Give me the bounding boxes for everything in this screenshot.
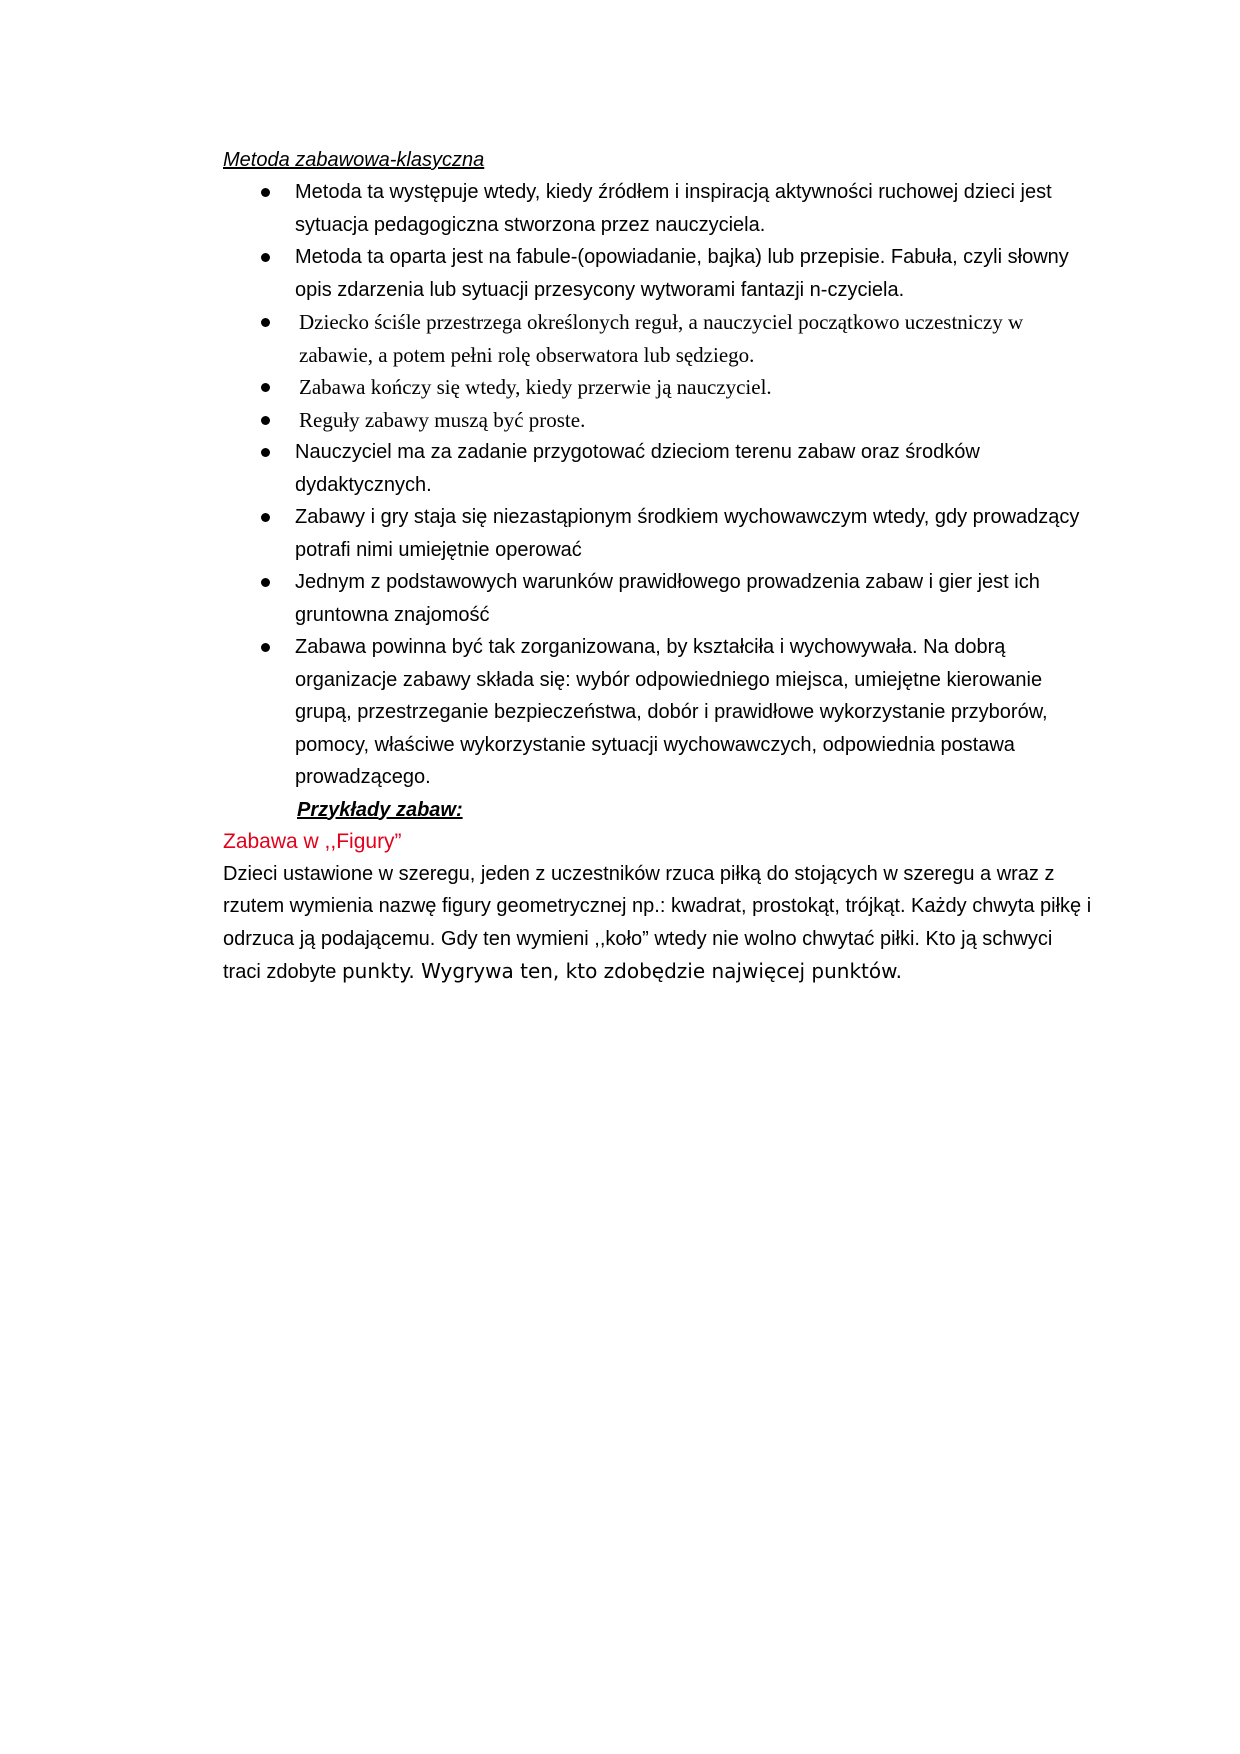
list-item-text: Reguły zabawy muszą być proste. [299, 407, 586, 432]
list-item-text: Jednym z podstawowych warunków prawidłowego prowadzenia zabaw i gier jest ich gruntowna znajomość [295, 571, 1040, 626]
document-content [223, 145, 1093, 989]
bullet-icon [261, 416, 270, 425]
list-item-text: Zabawa powinna być tak zorganizowana, by kształciła i wychowywała. Na dobrą organizacje zabawy składa się: wybór odpowiedniego miejsca, umiejętne kierowanie grupą, przestrzeganie bezpieczeństwa, dobór i prawidłowe wykorzystanie przyborów, pomocy, właściwe wykorzystanie sytuacji wychowawczych, odpowiednia postawa prowadzącego. [295, 636, 1048, 788]
list-item [223, 501, 1093, 566]
list-item [223, 371, 1093, 404]
list-item [223, 404, 1093, 437]
game-description [223, 858, 1093, 989]
list-item [223, 176, 1093, 241]
examples-heading: Przykłady zabaw: [297, 798, 463, 821]
bullet-icon [261, 448, 270, 457]
game-description-text: Dzieci ustawione w szeregu, jeden z uczestników rzuca piłką do stojących w szeregu a wraz z rzutem wymienia nazwę figury geometrycznej np.: kwadrat, prostokąt, trójkąt. Każdy chwyta piłkę i odrzuca ją podającemu. Gdy ten wymieni ,,koło” wtedy nie wolno chwytać piłki. Kto ją schwyci traci zdobyte [223, 862, 1092, 983]
list-item [223, 566, 1093, 631]
list-item-text: Nauczyciel ma za zadanie przygotować dzieciom terenu zabaw oraz środków dydaktycznych. [295, 441, 980, 496]
bullet-icon [261, 643, 270, 652]
list-item-text: Dziecko ściśle przestrzega określonych reguł, a nauczyciel początkowo uczestniczy w zabawie, a potem pełni rolę obserwatora lub sędziego. [299, 310, 1024, 367]
list-item-text: Zabawa kończy się wtedy, kiedy przerwie ją nauczyciel. [299, 375, 772, 399]
section-heading: Metoda zabawowa-klasyczna [223, 149, 485, 171]
list-item-text: Zabawy i gry staja się niezastąpionym środkiem wychowawczym wtedy, gdy prowadzący potrafi nimi umiejętnie operować [295, 506, 1080, 561]
list-item [223, 436, 1093, 501]
list-item [223, 631, 1093, 794]
game-title: Zabawa w ,,Figury” [223, 829, 402, 853]
bullet-icon [261, 318, 270, 327]
bullet-icon [261, 253, 270, 262]
list-item [223, 306, 1093, 371]
bullet-icon [261, 188, 270, 197]
list-item-text: Metoda ta występuje wtedy, kiedy źródłem i inspiracją aktywności ruchowej dzieci jest sytuacja pedagogiczna stworzona przez nauczyciela. [295, 181, 1052, 236]
list-item [223, 241, 1093, 306]
bullet-icon [261, 383, 270, 392]
bullet-icon [261, 578, 270, 587]
list-item-text: Metoda ta oparta jest na fabule-(opowiadanie, bajka) lub przepisie. Fabuła, czyli słowny opis zdarzenia lub sytuacji przesycony wytworami fantazji n-czyciela. [295, 246, 1069, 301]
bullet-icon [261, 513, 270, 522]
game-description-tail: punkty. Wygrywa ten, kto zdobędzie najwięcej punktów. [341, 959, 903, 983]
bullet-list [223, 176, 1093, 794]
